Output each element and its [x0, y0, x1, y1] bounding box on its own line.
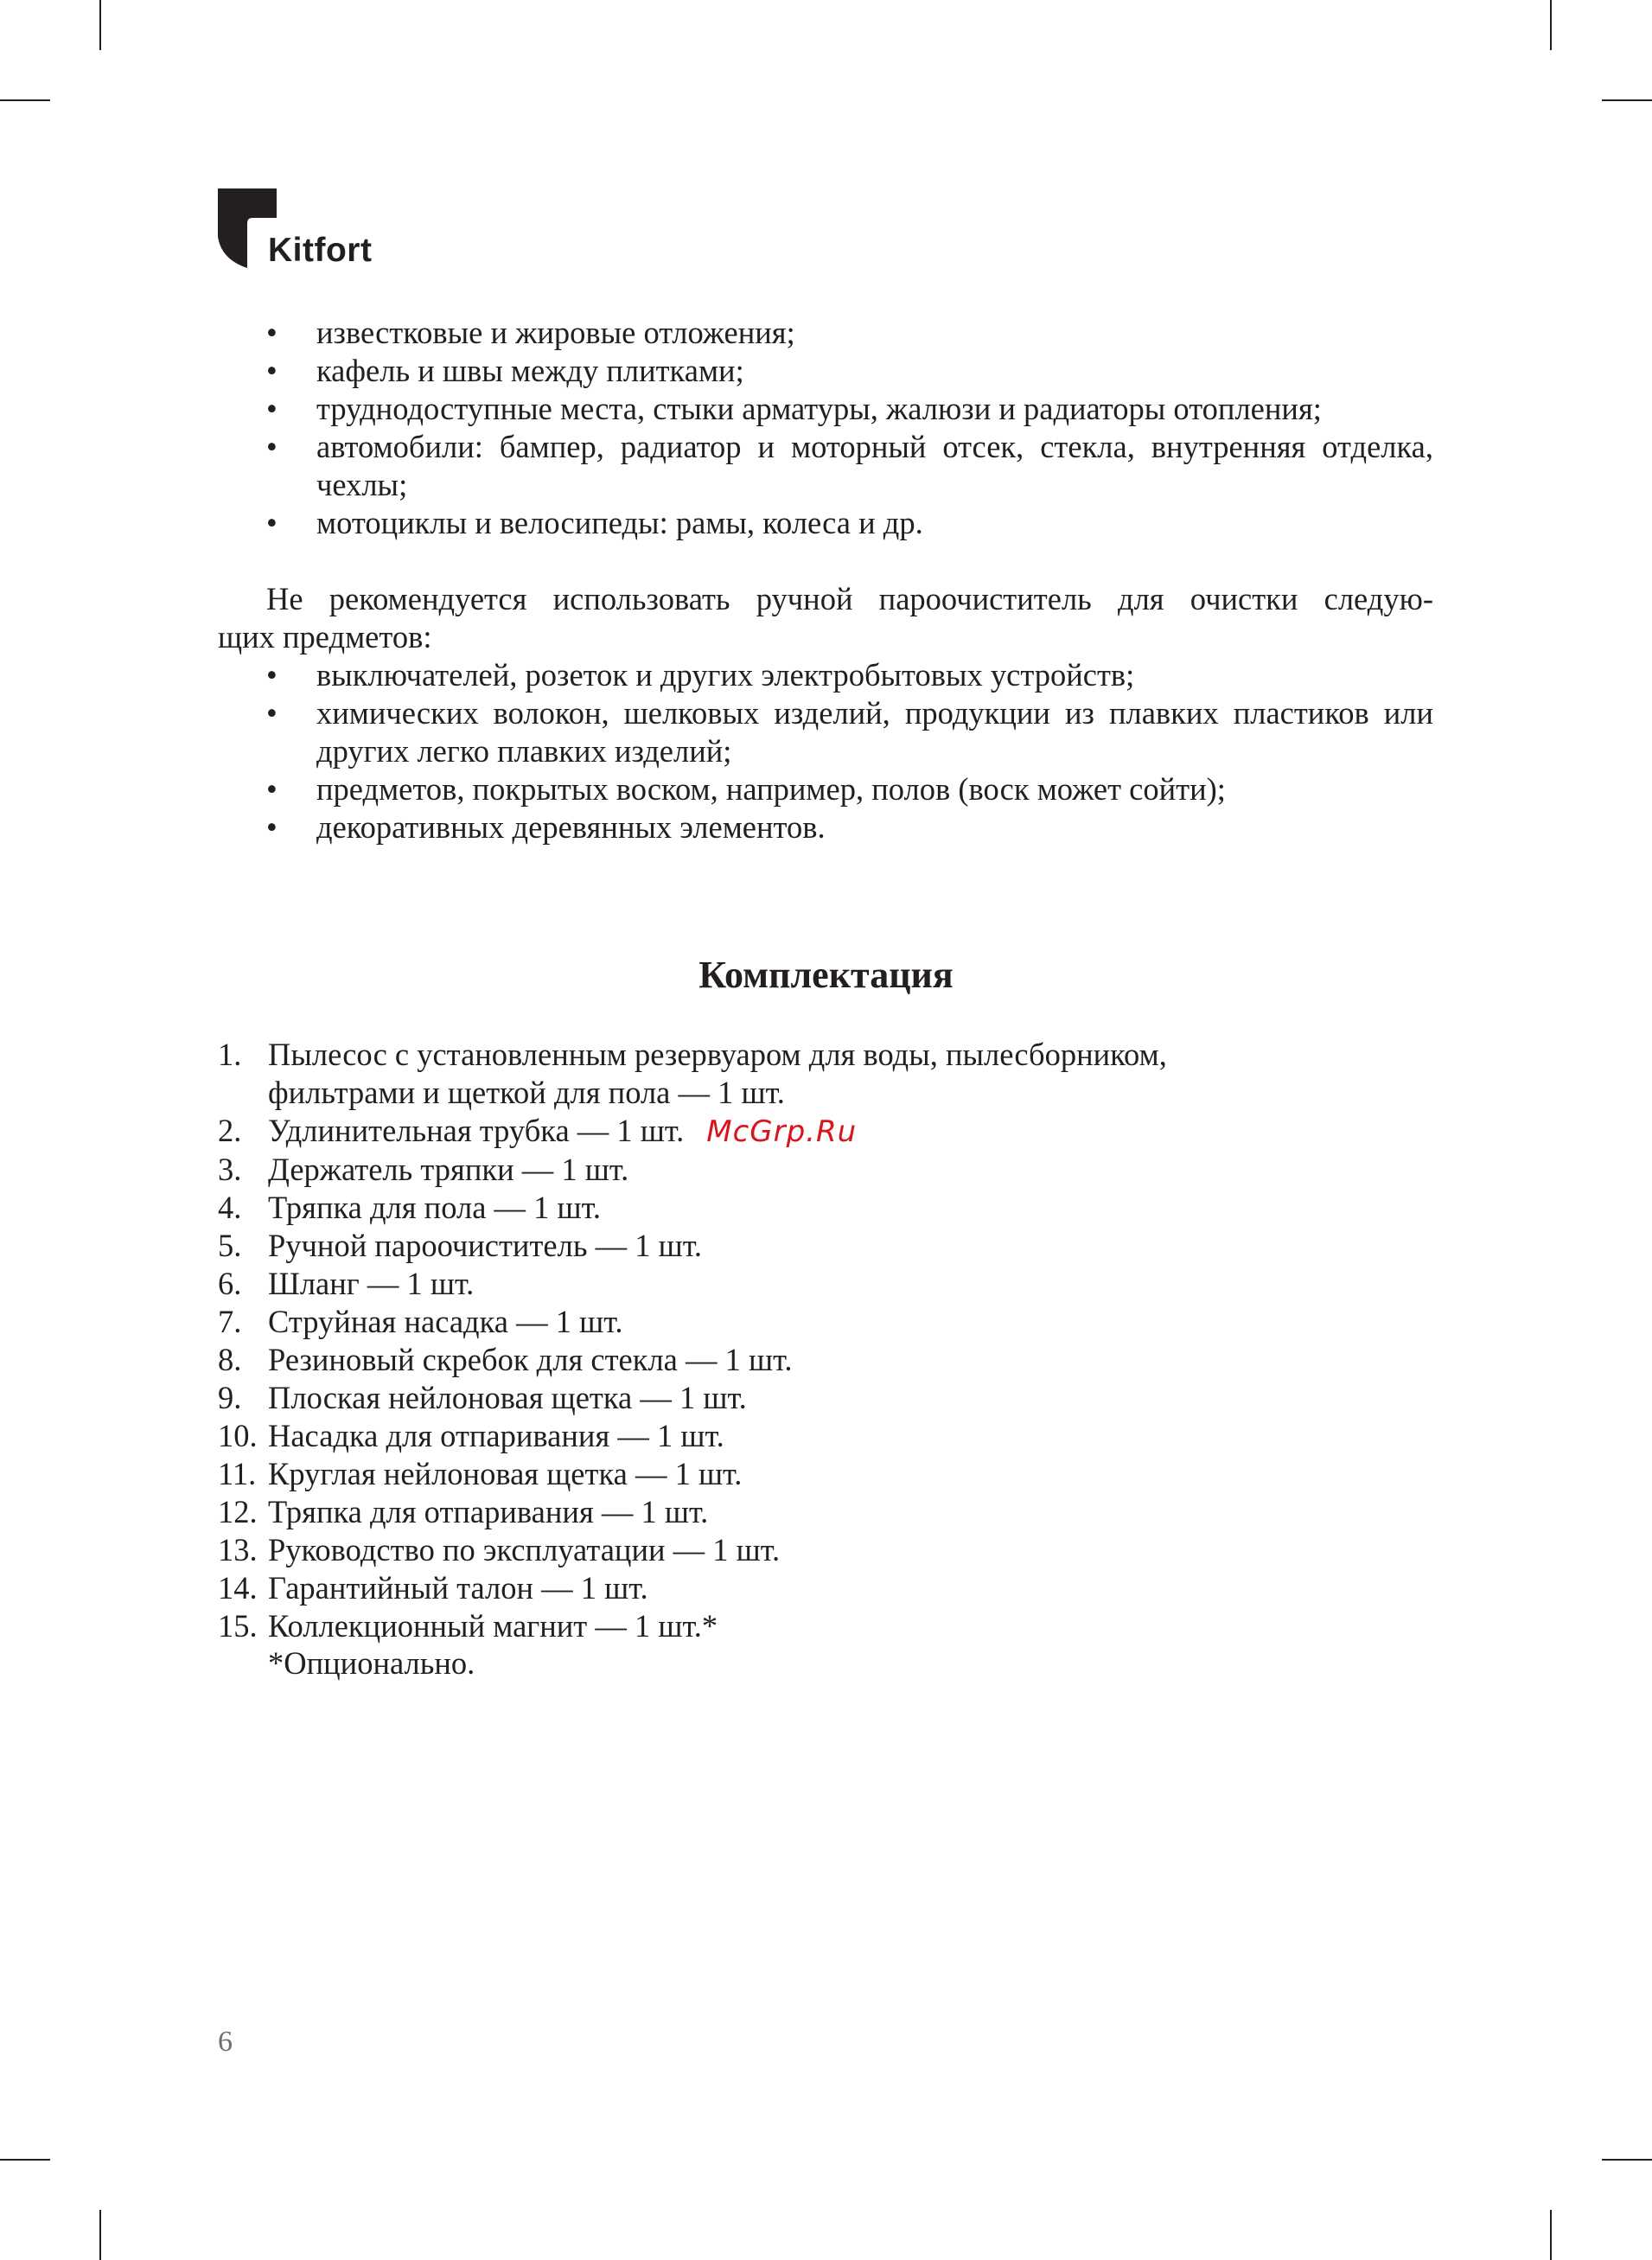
item-text: Пылесос с установленным резервуаром для воды, пылесборником,: [268, 1037, 1167, 1072]
item-number: 13.: [218, 1532, 258, 1567]
item-text: Удлинительная трубка — 1 шт.: [268, 1113, 685, 1148]
not-recommended-intro-cont: [218, 618, 1428, 656]
not-recommended-bullet-list: [266, 656, 1433, 846]
list-item: [266, 390, 1433, 428]
list-item: [266, 428, 1433, 504]
list-item: [218, 1417, 1342, 1455]
list-item-text: труднодоступные места, стыки арматуры, жалюзи и радиаторы отопления;: [316, 391, 1322, 426]
crop-mark-bottom-left: [99, 2210, 101, 2260]
list-item: [218, 1569, 1342, 1607]
list-item: [218, 1341, 1342, 1379]
list-item-text: кафель и швы между плитками;: [316, 353, 744, 388]
list-item-text: химических волокон, шелковых изделий, продукции из плавких пластиков или других легко плавких изделий;: [316, 695, 1433, 769]
brand-name: Kitfort: [268, 232, 373, 269]
crop-mark-top-left: [99, 0, 101, 50]
item-number: 10.: [218, 1418, 258, 1453]
item-text: Насадка для отпаривания — 1 шт.: [268, 1418, 724, 1453]
list-item: [218, 1189, 1342, 1227]
list-item: [218, 1303, 1342, 1341]
list-item: [218, 1227, 1342, 1265]
surfaces-bullet-list: [266, 314, 1433, 542]
list-item-text: предметов, покрытых воском, например, полов (воск может сойти);: [316, 771, 1226, 807]
item-number: 12.: [218, 1494, 258, 1529]
item-text: Тряпка для пола — 1 шт.: [268, 1190, 601, 1225]
bullet-icon: •: [266, 809, 277, 845]
item-number: 3.: [218, 1152, 242, 1187]
bullet-icon: •: [266, 505, 277, 540]
list-item-text: декоративных деревянных элементов.: [316, 809, 826, 845]
item-text: Струйная насадка — 1 шт.: [268, 1304, 623, 1339]
item-number: 1.: [218, 1037, 242, 1072]
intro-line-2: щих предметов:: [218, 619, 432, 654]
list-item: [218, 1379, 1342, 1417]
item-text: Руководство по эксплуатации — 1 шт.: [268, 1532, 781, 1567]
intro-line-1: Не рекомендуется использовать ручной пароочиститель для очистки следую-: [266, 581, 1433, 616]
item-text: Гарантийный талон — 1 шт.: [268, 1570, 648, 1606]
list-item-text: известковые и жировые отложения;: [316, 315, 795, 350]
list-item-text: автомобили: бампер, радиатор и моторный отсек, стекла, внутренняя отделка, чехлы;: [316, 429, 1433, 502]
list-item: [266, 770, 1433, 808]
bullet-icon: •: [266, 771, 277, 807]
crop-mark-bottom-right: [1550, 2210, 1552, 2260]
list-item: [218, 1531, 1342, 1569]
bullet-icon: •: [266, 429, 277, 464]
list-item: [218, 1455, 1342, 1493]
item-number: 9.: [218, 1380, 242, 1415]
item-text: Ручной пароочиститель — 1 шт.: [268, 1228, 703, 1263]
item-text: Держатель тряпки — 1 шт.: [268, 1152, 629, 1187]
item-text-cont: фильтрами и щеткой для пола — 1 шт.: [268, 1075, 785, 1110]
list-item-text: выключателей, розеток и других электробытовых устройств;: [316, 657, 1135, 693]
item-text: Круглая нейлоновая щетка — 1 шт.: [268, 1456, 743, 1491]
footnote: *Опционально.: [268, 1645, 475, 1681]
list-item-text: мотоциклы и велосипеды: рамы, колеса и др.: [316, 505, 923, 540]
crop-mark-top-right: [1550, 0, 1552, 50]
not-recommended-intro: [266, 580, 1433, 618]
watermark-text: McGrp.Ru: [706, 1114, 858, 1149]
page-number: 6: [218, 2026, 233, 2058]
package-contents-list: [218, 1036, 1342, 1645]
item-number: 4.: [218, 1190, 242, 1225]
section-heading: Комплектация: [698, 954, 954, 996]
list-item: [266, 352, 1433, 390]
item-text: Тряпка для отпаривания — 1 шт.: [268, 1494, 709, 1529]
item-number: 2.: [218, 1113, 242, 1148]
item-text: Шланг — 1 шт.: [268, 1266, 475, 1301]
crop-mark-bottom-right-h: [1602, 2159, 1652, 2161]
crop-mark-top-right-h: [1602, 99, 1652, 101]
list-item: [218, 1493, 1342, 1531]
item-text: Резиновый скребок для стекла — 1 шт.: [268, 1342, 793, 1377]
item-number: 7.: [218, 1304, 242, 1339]
list-item: [266, 808, 1433, 846]
bullet-icon: •: [266, 353, 277, 388]
item-number: 11.: [218, 1456, 257, 1491]
bullet-icon: •: [266, 391, 277, 426]
list-item: [218, 1607, 1342, 1645]
bullet-icon: •: [266, 315, 277, 350]
item-text: Коллекционный магнит — 1 шт.*: [268, 1608, 718, 1644]
crop-mark-bottom-left-h: [0, 2159, 50, 2161]
list-item: [266, 504, 1433, 542]
kitfort-logo: [218, 188, 391, 268]
list-item: [218, 1112, 1342, 1151]
list-item: [266, 656, 1433, 694]
item-number: 6.: [218, 1266, 242, 1301]
item-text: Плоская нейлоновая щетка — 1 шт.: [268, 1380, 747, 1415]
bullet-icon: •: [266, 695, 277, 731]
list-item: [218, 1036, 1342, 1112]
crop-mark-top-left-h: [0, 99, 50, 101]
list-item: [266, 314, 1433, 352]
item-number: 8.: [218, 1342, 242, 1377]
item-number: 14.: [218, 1570, 258, 1606]
list-item: [218, 1265, 1342, 1303]
list-item: [266, 694, 1433, 770]
list-item: [218, 1151, 1342, 1189]
item-number: 15.: [218, 1608, 258, 1644]
bullet-icon: •: [266, 657, 277, 693]
item-number: 5.: [218, 1228, 242, 1263]
